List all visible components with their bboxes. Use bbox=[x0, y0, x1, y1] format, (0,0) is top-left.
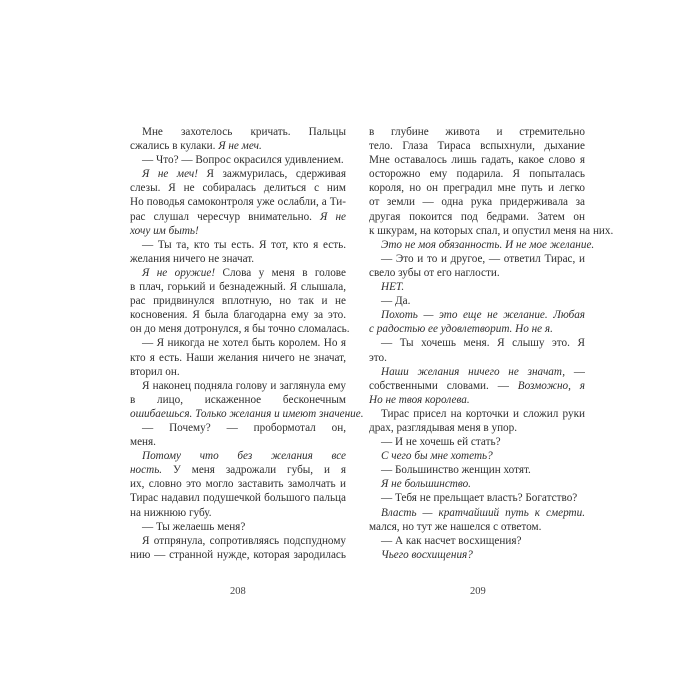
text-line bbox=[130, 181, 346, 195]
text: осторожно ему подарила. Я попыталась bbox=[369, 168, 585, 181]
text: Я зажмурилась, сдерживая bbox=[206, 168, 346, 181]
text: вторил он. bbox=[130, 365, 180, 378]
text-line bbox=[130, 210, 346, 224]
text-line bbox=[369, 280, 585, 294]
text: — Почему? — пробормотал он, bbox=[142, 421, 346, 434]
text: Тирас присел на корточки и сложил руки bbox=[381, 407, 585, 420]
text-line bbox=[130, 477, 346, 491]
text: от земли — одна рука придерживала за bbox=[369, 196, 585, 209]
text-line bbox=[130, 294, 346, 308]
italic-text: Чьего восхищения? bbox=[381, 548, 473, 561]
text-line bbox=[130, 195, 346, 209]
text-line bbox=[369, 548, 585, 562]
text: это. bbox=[369, 351, 387, 364]
text: кто я есть. Наши желания ничего не значат, bbox=[130, 351, 346, 364]
page-number-left: 208 bbox=[230, 586, 246, 597]
italic-text: Похоть — это еще не желание. Любая bbox=[381, 309, 585, 322]
text-line bbox=[369, 308, 585, 322]
text-line bbox=[369, 252, 585, 266]
text-line bbox=[369, 449, 585, 463]
text-line bbox=[130, 139, 346, 153]
text-line bbox=[130, 308, 346, 322]
text-line bbox=[130, 449, 346, 463]
text-line bbox=[369, 407, 585, 421]
text-line bbox=[130, 379, 346, 393]
text-line bbox=[369, 393, 585, 407]
text: Слова у меня в голове bbox=[222, 266, 346, 279]
text-line bbox=[130, 266, 346, 280]
italic-text: Я не большинство. bbox=[381, 478, 471, 491]
italic-text: Возможно, я bbox=[517, 379, 585, 392]
text: У меня задрожали губы, и я bbox=[172, 464, 346, 477]
italic-text: ность. bbox=[130, 464, 163, 477]
text-line bbox=[130, 365, 346, 379]
text: — Ты хочешь меня. Я слышу это. Я bbox=[381, 337, 585, 350]
text-line bbox=[130, 520, 346, 534]
italic-text: Я не меч! bbox=[142, 168, 198, 181]
text-line bbox=[369, 336, 585, 350]
text-line bbox=[130, 224, 346, 238]
text: — Ты та, кто ты есть. Я тот, кто я есть. bbox=[142, 238, 346, 251]
text-line bbox=[130, 421, 346, 435]
text: он до меня дотронулся, я бы точно сломалась. bbox=[130, 323, 350, 336]
text-line bbox=[130, 435, 346, 449]
text: рас слушал чересчур внимательно. bbox=[130, 210, 321, 223]
text-line bbox=[369, 167, 585, 181]
text-line bbox=[130, 125, 346, 139]
text-line bbox=[369, 181, 585, 195]
text-line bbox=[130, 238, 346, 252]
text-line bbox=[369, 506, 585, 520]
text: Но поводья самоконтроля уже ослабли, а Ти- bbox=[130, 196, 346, 209]
text-line bbox=[369, 463, 585, 477]
text: на нижнюю губу. bbox=[130, 506, 212, 519]
text-line bbox=[369, 520, 585, 534]
italic-text: Я не меч. bbox=[218, 140, 262, 153]
text-line bbox=[369, 534, 585, 548]
italic-text: хочу им быть! bbox=[130, 224, 199, 237]
text: — Я никогда не хотел быть королем. Но я bbox=[142, 337, 346, 350]
text: их, словно это могло заставить замолчать и bbox=[130, 478, 346, 491]
text: — Ты желаешь меня? bbox=[142, 520, 246, 533]
page-number-right: 209 bbox=[470, 586, 486, 597]
text: слезы. Я не собиралась делиться с ним bbox=[130, 182, 346, 195]
text: Мне захотелось кричать. Пальцы bbox=[142, 126, 346, 138]
text: — Что? — Вопрос окрасился удивлением. bbox=[142, 154, 344, 167]
right-page-text bbox=[369, 125, 614, 562]
text: Мне оставалось лишь гадать, какое слово я bbox=[369, 154, 585, 167]
text-line bbox=[369, 365, 585, 379]
text: косновения. Я была благодарна ему за это. bbox=[130, 309, 346, 322]
text: в плач, горький и безнадежный. Я слышала, bbox=[130, 281, 346, 294]
text: короля, но он преградил мне путь и легко bbox=[369, 182, 585, 195]
text-line bbox=[369, 195, 585, 209]
italic-text: Это не моя обязанность. И не мое желание. bbox=[381, 238, 595, 251]
text: к шкурам, на которых спал, и опустил меня на них. bbox=[369, 224, 614, 237]
text-line bbox=[130, 167, 346, 181]
text: меня. bbox=[130, 436, 156, 449]
text-line bbox=[130, 407, 364, 421]
text: — И не хочешь ей стать? bbox=[381, 436, 501, 449]
left-page-text bbox=[130, 125, 364, 562]
text-line bbox=[369, 294, 585, 308]
text-line bbox=[130, 252, 346, 266]
text-line bbox=[130, 280, 346, 294]
text: — Большинство женщин хотят. bbox=[381, 464, 531, 477]
text-line bbox=[130, 336, 346, 350]
text: желания ничего не значат. bbox=[130, 252, 255, 265]
text: — Да. bbox=[381, 295, 411, 308]
text: Я наконец подняла голову и заглянула ему bbox=[142, 379, 346, 392]
italic-text: НЕТ. bbox=[381, 281, 405, 294]
text: сжались в кулаки. bbox=[130, 140, 219, 153]
text: нию — странной нужде, которая зародилась bbox=[130, 548, 346, 561]
italic-text: Я не оружие! bbox=[142, 266, 216, 279]
text: — Это и то и другое, — ответил Тирас, и bbox=[381, 252, 585, 265]
text-line bbox=[369, 435, 585, 449]
text-line bbox=[130, 548, 346, 562]
text-line bbox=[369, 153, 585, 167]
text: тело. Глаза Тираса вспыхнули, дыхание bbox=[369, 140, 585, 153]
italic-text: Власть — кратчайший путь к смерти. bbox=[381, 506, 585, 519]
text-line bbox=[369, 210, 585, 224]
text-line bbox=[130, 506, 346, 520]
text-line bbox=[369, 266, 585, 280]
text: — А как насчет восхищения? bbox=[381, 534, 522, 547]
text: в лицо, искаженное бесконечным bbox=[130, 393, 346, 406]
italic-text: ошибаешься. Только желания и имеют значение. bbox=[130, 407, 364, 420]
text: свело зубы от его наглости. bbox=[369, 266, 500, 279]
italic-text: Потому что без желания все bbox=[142, 450, 346, 463]
italic-text: Но не твоя королева. bbox=[369, 393, 470, 406]
text-line bbox=[130, 153, 346, 167]
text-line bbox=[369, 421, 585, 435]
text: в глубине живота и стремительно bbox=[369, 126, 585, 138]
italic-text: С чего бы мне хотеть? bbox=[381, 450, 493, 463]
text: мался, но тут же нашелся с ответом. bbox=[369, 520, 542, 533]
text: драх, разглядывая меня в упор. bbox=[369, 421, 518, 434]
text-line bbox=[369, 491, 585, 505]
text: рас придвинулся вплотную, но так и не bbox=[130, 295, 346, 308]
text-line bbox=[130, 491, 346, 505]
italic-text: Я не bbox=[320, 210, 346, 223]
text: — bbox=[573, 365, 585, 378]
text-line bbox=[369, 351, 585, 365]
text-line bbox=[130, 534, 346, 548]
text-line bbox=[369, 224, 614, 238]
text: другая покоится под бедрами. Затем он bbox=[369, 210, 585, 223]
text-line bbox=[369, 379, 585, 393]
italic-text: с радостью ее удовлетворит. Но не я. bbox=[369, 323, 553, 336]
text: Тирас надавил подушечкой большого пальца bbox=[130, 492, 346, 505]
text: Я отпрянула, сопротивляясь подспудному bbox=[142, 534, 346, 547]
text-line bbox=[130, 322, 350, 336]
italic-text: Наши желания ничего не значат, bbox=[381, 365, 566, 378]
text-line bbox=[130, 393, 346, 407]
text-line bbox=[369, 477, 585, 491]
text-line bbox=[130, 463, 346, 477]
text-line bbox=[130, 351, 346, 365]
text-line bbox=[369, 139, 585, 153]
text-line bbox=[369, 322, 585, 336]
text-line bbox=[369, 125, 585, 139]
text: собственными словами. — bbox=[369, 379, 518, 392]
text: — Тебя не прельщает власть? Богатство? bbox=[381, 492, 578, 505]
text-line bbox=[369, 238, 595, 252]
